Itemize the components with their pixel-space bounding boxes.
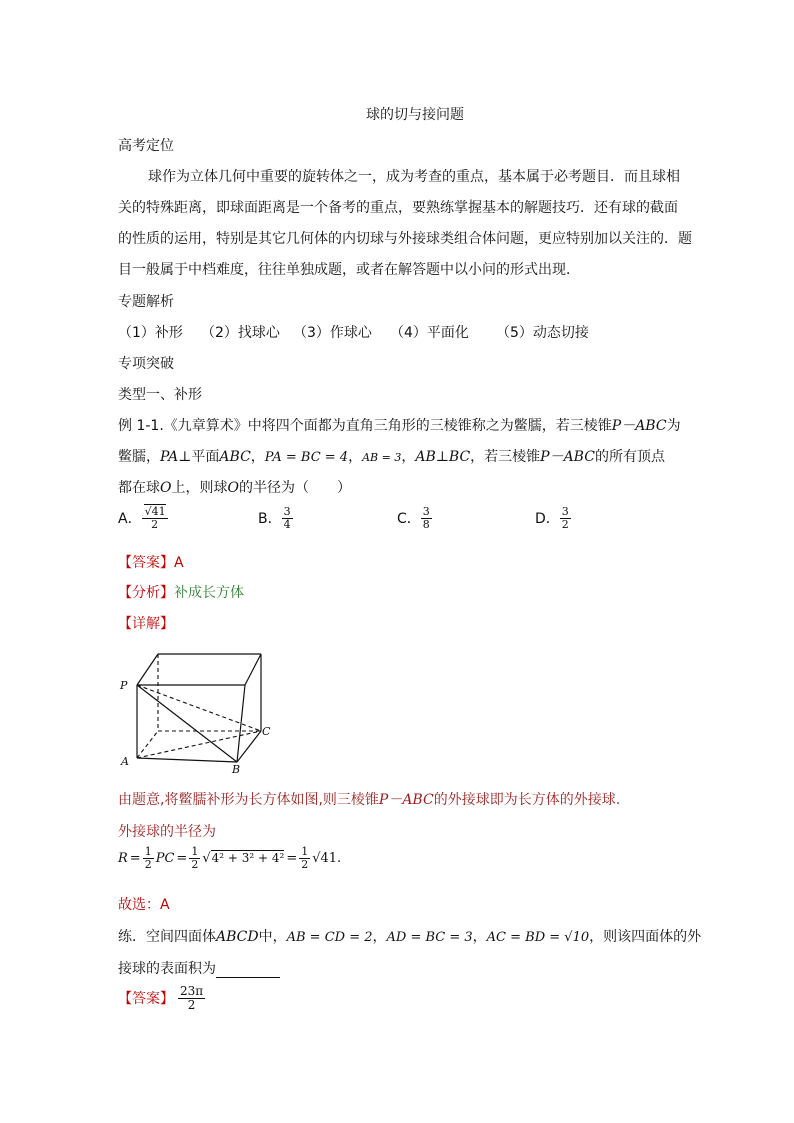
math-ab-perp-bc: AB⊥BC bbox=[415, 449, 471, 465]
answer-line bbox=[118, 552, 184, 572]
answer2-numerator: 23π bbox=[180, 984, 204, 998]
choose-line: 故选：A bbox=[118, 897, 170, 913]
section-analysis: 专题解析 bbox=[118, 294, 174, 310]
intro-line-2: 关的特殊距离，即球面距离是一个备考的重点，要熟练掌握基本的解题技巧．还有球的截面 bbox=[118, 200, 678, 216]
analysis-tag: 【分析】 bbox=[118, 585, 174, 601]
section-gaokao: 高考定位 bbox=[118, 138, 174, 154]
option-b: B． $\frac{3}{4}$ bbox=[258, 505, 291, 531]
method-3: （3）作球心 bbox=[293, 325, 372, 341]
answer-blank bbox=[216, 963, 280, 978]
figure-label-p: P bbox=[120, 679, 128, 692]
answer2-line bbox=[118, 985, 205, 1011]
example-line-1: 例 1-1.《九章算术》中将四个面都为直角三角形的三棱锥称之为鳖臑，若三棱锥P－ABC为 bbox=[118, 418, 681, 434]
method-4: （4）平面化 bbox=[390, 325, 469, 341]
example-number: 例 1-1. bbox=[118, 418, 164, 434]
figure-label-a: A bbox=[121, 755, 129, 768]
method-1: （1）补形 bbox=[118, 325, 183, 341]
detail-line bbox=[118, 613, 174, 633]
option-c: C． $\frac{3}{8}$ bbox=[397, 505, 430, 531]
detail-text-2: 外接球的半径为 bbox=[118, 824, 216, 840]
math-ac-bd: AC = BD = √10 bbox=[486, 930, 590, 945]
example-text-1: 《九章算术》中将四个面都为直角三角形的三棱锥称之为鳖臑，若三棱锥 bbox=[163, 418, 612, 434]
math-pabc: P－ABC bbox=[611, 418, 667, 434]
answer2-tag: 【答案】 bbox=[118, 991, 174, 1008]
math-o: O bbox=[160, 480, 172, 496]
practice-line-1: 练．空间四面体ABCD中，AB = CD = 2，AD = BC = 3，AC = BD = √10，则该四面体的外 bbox=[118, 929, 702, 945]
detail-tag: 【详解】 bbox=[118, 616, 174, 632]
math-abc: ABC bbox=[219, 449, 251, 465]
math-pa-bc: PA = BC = 4 bbox=[264, 450, 349, 465]
answer-tag: 【答案】 bbox=[118, 555, 174, 571]
math-ab-cd: AB = CD = 2 bbox=[286, 930, 373, 945]
detail-text-1: 由题意,将鳖臑补形为长方体如图,则三棱锥P－ABC的外接球即为长方体的外接球. bbox=[118, 792, 621, 808]
option-d: D． $\frac{3}{2}$ bbox=[535, 505, 569, 531]
answer2-denominator: 2 bbox=[187, 997, 196, 1012]
intro-line-3: 的性质的运用，特别是其它几何体的内切球与外接球类组合体问题，更应特别加以关注的．题 bbox=[118, 231, 692, 247]
example-line-2: 鳖臑，PA⊥平面ABC，PA = BC = 4，AB = 3，AB⊥BC，若三棱锥P－ABC的所有顶点 bbox=[118, 449, 665, 465]
page-title: 球的切与接问题 bbox=[366, 107, 464, 123]
answer-value: A bbox=[174, 555, 184, 571]
figure-label-b: B bbox=[232, 763, 241, 775]
intro-line-4: 目一般属于中档难度，往往单独成题，或者在解答题中以小问的形式出现． bbox=[118, 262, 580, 278]
math-pa-perp: PA⊥ bbox=[160, 449, 192, 465]
practice-line-2: 接球的表面积为 bbox=[118, 958, 280, 978]
analysis-line bbox=[118, 582, 244, 602]
method-5: （5）动态切接 bbox=[496, 325, 589, 341]
math-ab: AB = 3 bbox=[362, 451, 402, 464]
math-ad-bc: AD = BC = 3 bbox=[386, 930, 473, 945]
radius-formula: R = $\frac{1}{2}$ PC = $\frac{1}{2}$ √4² + 3² + 4² = $\frac{1}{2}$ √41. bbox=[118, 845, 342, 871]
option-a: A． $\frac{√41}{2}$ bbox=[118, 505, 166, 531]
figure-label-c: C bbox=[262, 725, 271, 738]
math-abcd: ABCD bbox=[216, 929, 259, 945]
method-2: （2）找球心 bbox=[201, 325, 280, 341]
intro-line-1: 球作为立体几何中重要的旋转体之一，成为考查的重点，基本属于必考题目．而且球相 bbox=[148, 169, 680, 185]
type-heading: 类型一、补形 bbox=[118, 387, 202, 403]
section-breakthrough: 专项突破 bbox=[118, 356, 174, 372]
example-line-3: 都在球O上，则球O的半径为（ ） bbox=[118, 480, 351, 496]
cuboid-figure bbox=[115, 645, 285, 775]
analysis-value: 补成长方体 bbox=[174, 585, 244, 601]
